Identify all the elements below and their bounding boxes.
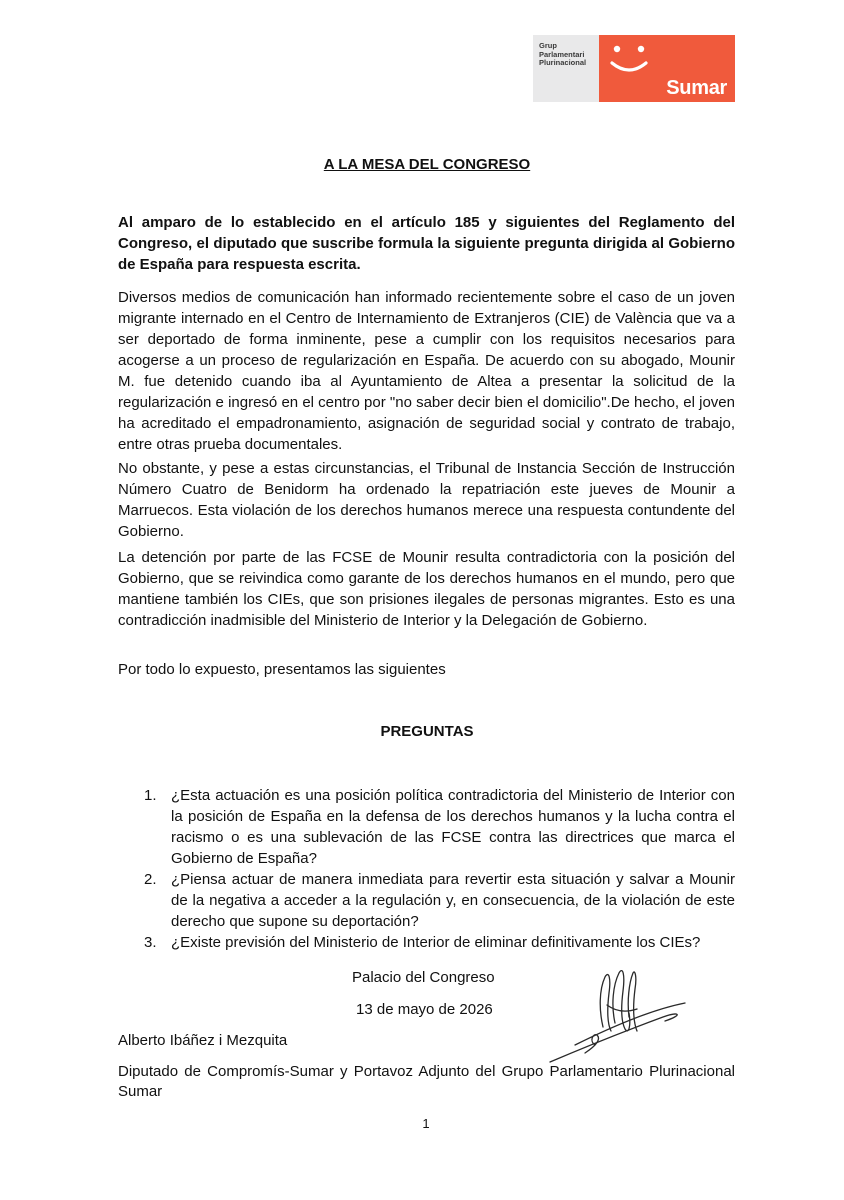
question-text: ¿Existe previsión del Ministerio de Interior de eliminar definitivamente los CIEs?: [171, 934, 701, 951]
signing-date: 13 de mayo de 2026: [356, 1001, 493, 1018]
questions-list: [140, 785, 735, 953]
document-heading: A LA MESA DEL CONGRESO: [323, 156, 531, 173]
smile-icon: [607, 41, 651, 81]
logo-brand-panel: [599, 35, 735, 102]
signer-name: Alberto Ibáñez i Mezquita: [118, 1032, 288, 1049]
body-paragraph-2: No obstante, y pese a estas circunstancias, el Tribunal de Instancia Sección de Instrucción Número Cuatro de Benidorm ha ordenado la repatriación este jueves de Mounir a Marruecos. Esta violación de los derechos humanos merece una respuesta contundente del Gobierno.: [118, 460, 735, 540]
questions-heading: PREGUNTAS: [380, 723, 474, 740]
question-text: ¿Piensa actuar de manera inmediata para revertir esta situación y salvar a Mounir de la negativa a acceder a la regulación y, en consecuencia, de la violación de este derecho que supone su deportación?: [171, 871, 735, 930]
question-number: 2.: [144, 871, 157, 888]
page-number: 1: [422, 1116, 430, 1131]
question-item: [140, 932, 735, 953]
logo-group-panel: [533, 35, 599, 102]
question-item: [140, 785, 735, 869]
intro-paragraph: Al amparo de lo establecido en el artículo 185 y siguientes del Reglamento del Congreso, el diputado que suscribe formula la siguiente pregunta dirigida al Gobierno de España para respuesta escrita.: [118, 214, 735, 273]
question-number: 3.: [144, 934, 157, 951]
body-paragraph-3: La detención por parte de las FCSE de Mounir resulta contradictoria con la posición del Gobierno, que se reivindica como garante de los derechos humanos en el mundo, pero que mantiene también los CIEs, que son prisiones ilegales de personas migrantes. Esto es una contradicción inadmisible del Ministerio de Interior y la Delegación de Gobierno.: [118, 549, 735, 629]
signer-role: Diputado de Compromís-Sumar y Portavoz Adjunto del Grupo Parlamentario Plurinacional Sumar: [118, 1063, 735, 1100]
handwritten-signature: [545, 965, 720, 1070]
logo-brand-name: Sumar: [666, 77, 727, 99]
logo-group-text: Grup Parlamentari Plurinacional: [539, 41, 587, 67]
signing-place: Palacio del Congreso: [352, 969, 495, 986]
question-number: 1.: [144, 787, 157, 804]
sumar-logo: [533, 35, 735, 102]
body-paragraph-1: Diversos medios de comunicación han informado recientemente sobre el caso de un joven migrante internado en el Centro de Internamiento de Extranjeros (CIE) de València que va a ser deportado de forma inminente, pese a cumplir con los requisitos necesarios para acogerse a un proceso de regularización en España. De acuerdo con su abogado, Mounir M. fue detenido cuando iba al Ayuntamiento de Altea a presentar la solicitud de la regularización e ingresó en el centro por "no saber decir bien el domicilio".De hecho, el joven ha acreditado el empadronamiento, asignación de seguridad social y contrato de trabajo, entre otras prueba documentales.: [118, 289, 735, 453]
question-text: ¿Esta actuación es una posición política contradictoria del Ministerio de Interior con la posición de España en la defensa de los derechos humanos y la lucha contra el racismo o es una sublevación de las FCSE contra las directrices que marca el Gobierno de España?: [171, 787, 735, 867]
question-item: [140, 869, 735, 932]
body-paragraph-4: Por todo lo expuesto, presentamos las siguientes: [118, 661, 446, 678]
